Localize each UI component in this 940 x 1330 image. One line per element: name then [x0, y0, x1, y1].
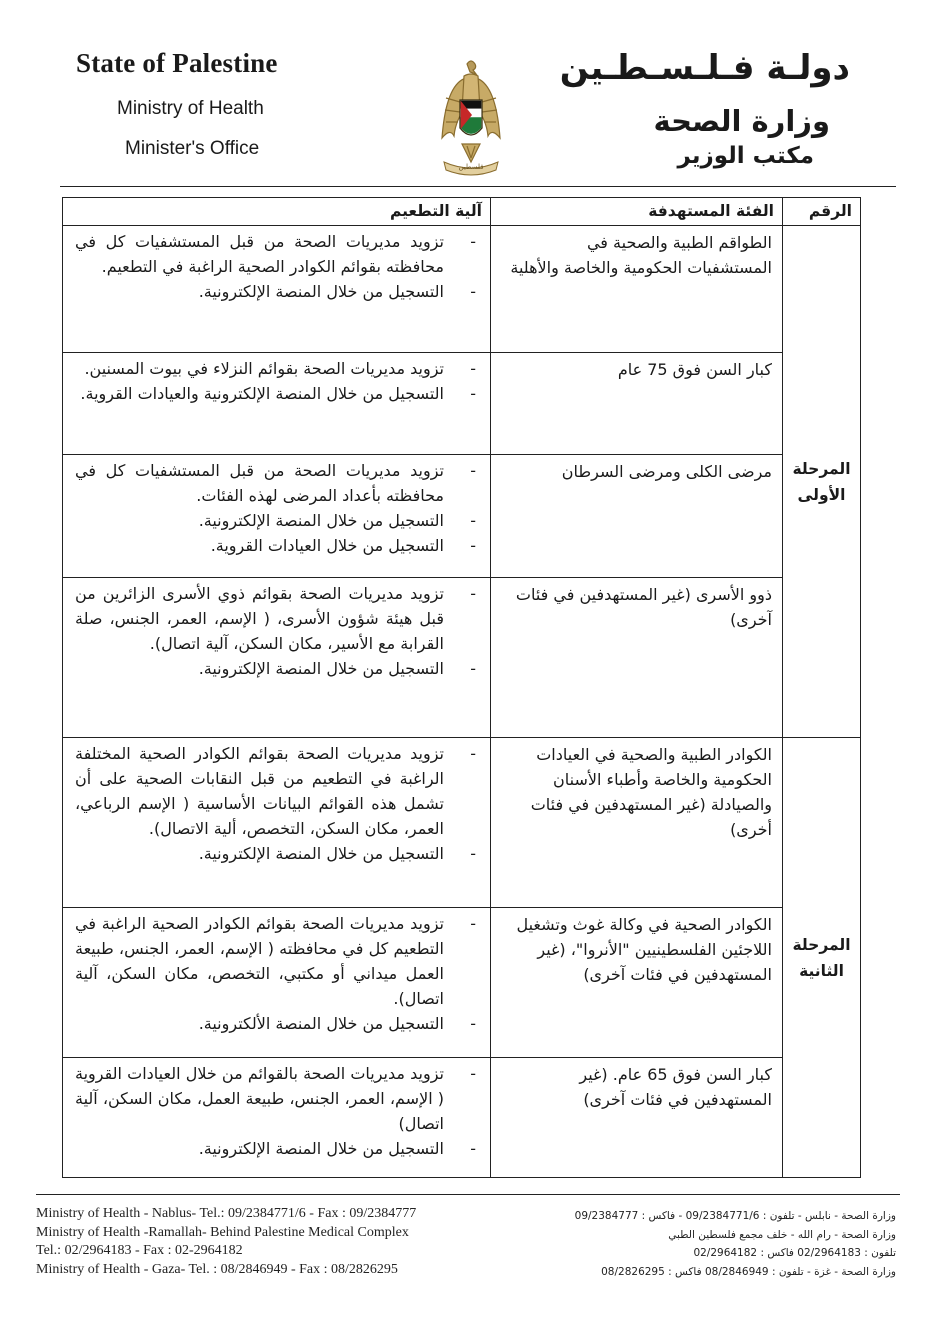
table-row — [63, 226, 861, 353]
table-row — [63, 353, 861, 455]
header-number: الرقم — [783, 198, 861, 226]
table-row — [63, 455, 861, 578]
footer-contacts-ar — [575, 1207, 896, 1281]
mechanism-item: - التسجيل من خلال المنصة الإلكترونية. — [75, 508, 482, 533]
phase-one-label: المرحلة الأولى — [783, 226, 861, 738]
mechanism-item: - تزويد مديريات الصحة بقوائم الكوادر الصحية المختلفة الراغبة في التطعيم من قبل النقابات الصحية على أن تشمل هذه القوائم البيانات الأساسية ( الإسم الرباعي، العمر، مكان السكن، التخصص، ألية الاتصال). — [75, 741, 482, 841]
mechanism-item: - تزويد مديريات الصحة بقوائم ذوي الأسرى الزائرين من قبل هيئة شؤون الأسرى، ( الإسم، العمر، الجنس، صلة القرابة مع الأسير، مكان السكن، آلية اتصال). — [75, 581, 482, 656]
header-ministry-ar: وزارة الصحة — [653, 104, 830, 138]
footer-line-gaza-en: Ministry of Health - Gaza- Tel. : 08/2846949 - Fax : 08/2826295 — [36, 1261, 398, 1277]
mechanism-cell — [63, 226, 491, 353]
mechanism-item: - التسجيل من خلال المنصة الإلكترونية. — [75, 279, 482, 304]
emblem-label: فلسطين — [458, 163, 484, 171]
header-office-en: Minister's Office — [125, 138, 260, 159]
table-row — [63, 578, 861, 738]
target-group-cell: كبار السن فوق 65 عام. (غير المستهدفين في فئات آخرى) — [491, 1058, 783, 1178]
table-row — [63, 1058, 861, 1178]
header-state-en: State of Palestine — [76, 48, 278, 78]
footer-line-gaza-ar: وزارة الصحة - غزة - تلفون : 08/2846949 فاكس : 08/2826295 — [601, 1265, 896, 1278]
header-office-ar: مكتب الوزير — [677, 143, 814, 169]
header-ministry-en: Ministry of Health — [117, 98, 264, 119]
phase-two-label: المرحلة الثانية — [783, 738, 861, 1178]
mechanism-item: - التسجيل من خلال العيادات القروية. — [75, 533, 482, 558]
mechanism-item: - تزويد مديريات الصحة من قبل المستشفيات كل في محافظته بقوائم الكوادر الصحية الراغبة في التطعيم. — [75, 229, 482, 279]
mechanism-cell — [63, 353, 491, 455]
mechanism-item: - التسجيل من خلال المنصة الإلكترونية. — [75, 841, 482, 866]
footer-divider — [36, 1194, 900, 1195]
mechanism-item: - تزويد مديريات الصحة من قبل المستشفيات كل في محافظته بأعداد المرضى لهذه الفئات. — [75, 458, 482, 508]
target-group-cell: الكوادر الصحية في وكالة غوث وتشغيل اللاجئين الفلسطينيين "الأنروا"، (غير المستهدفين في فئات آخرى) — [491, 908, 783, 1058]
footer-line-ramallah-tel-en: Tel.: 02/2964183 - Fax : 02-2964182 — [36, 1243, 243, 1258]
footer-line-ramallah-en: Ministry of Health -Ramallah- Behind Palestine Medical Complex — [36, 1224, 409, 1240]
mechanism-item: - تزويد مديريات الصحة بقوائم الكوادر الصحية الراغبة في التطعيم كل في محافظته ( الإسم، العمر، الجنس، طبيعة العمل ميداني أو مكتبي، التخصص، مكان السكن، آلية اتصال). — [75, 911, 482, 1011]
table-header-row — [63, 198, 861, 226]
header-mechanism: آلية التطعيم — [63, 198, 491, 226]
target-group-cell: الكوادر الطبية والصحية في العيادات الحكومية والخاصة وأطباء الأسنان والصيادلة (غير المستهدفين في فئات أخرى) — [491, 738, 783, 908]
footer-line-nablus-ar: وزارة الصحة - نابلس - تلفون : 09/2384771/6 - فاكس : 09/2384777 — [574, 1210, 896, 1222]
mechanism-cell — [63, 1058, 491, 1178]
mechanism-cell — [63, 455, 491, 578]
footer-line-ramallah-ar: وزارة الصحة - رام الله - خلف مجمع فلسطين الطبي — [668, 1228, 896, 1241]
footer-contacts-en — [36, 1205, 416, 1279]
footer-line-ramallah-tel-ar: تلفون : 02/2964183 فاكس : 02/2964182 — [693, 1247, 896, 1259]
mechanism-cell — [63, 908, 491, 1058]
mechanism-item: - التسجيل من خلال المنصة الألكترونية. — [75, 1011, 482, 1036]
mechanism-item: - التسجيل من خلال المنصة الإلكترونية. — [75, 1136, 482, 1161]
footer-line-nablus-en: Ministry of Health - Nablus- Tel.: 09/2384771/6 - Fax : 09/2384777 — [36, 1206, 417, 1221]
mechanism-cell — [63, 738, 491, 908]
target-group-cell: الطواقم الطبية والصحية في المستشفيات الحكومية والخاصة والأهلية — [491, 226, 783, 353]
target-group-cell: مرضى الكلى ومرضى السرطان — [491, 455, 783, 578]
mechanism-item: - التسجيل من خلال المنصة الإلكترونية والعيادات القروية. — [75, 381, 482, 406]
header-divider — [60, 186, 896, 187]
target-group-cell: كبار السن فوق 75 عام — [491, 353, 783, 455]
target-group-cell: ذوو الأسرى (غير المستهدفين في فئات آخرى) — [491, 578, 783, 738]
header-state-ar: دولـة فـلـسـطـين — [559, 48, 850, 88]
table-row — [63, 738, 861, 908]
vaccination-phases-table — [62, 197, 861, 1178]
mechanism-item: - تزويد مديريات الصحة بقوائم النزلاء في بيوت المسنين. — [75, 356, 482, 381]
header-target-group: الفئة المستهدفة — [491, 198, 783, 226]
mechanism-item: - التسجيل من خلال المنصة الإلكترونية. — [75, 656, 482, 681]
mechanism-item: - تزويد مديريات الصحة بالقوائم من خلال العيادات القروية ( الإسم، العمر، الجنس، طبيعة العمل، مكان السكن، آلية اتصال) — [75, 1061, 482, 1136]
table-row — [63, 908, 861, 1058]
mechanism-cell — [63, 578, 491, 738]
palestine-emblem-icon — [440, 58, 502, 178]
